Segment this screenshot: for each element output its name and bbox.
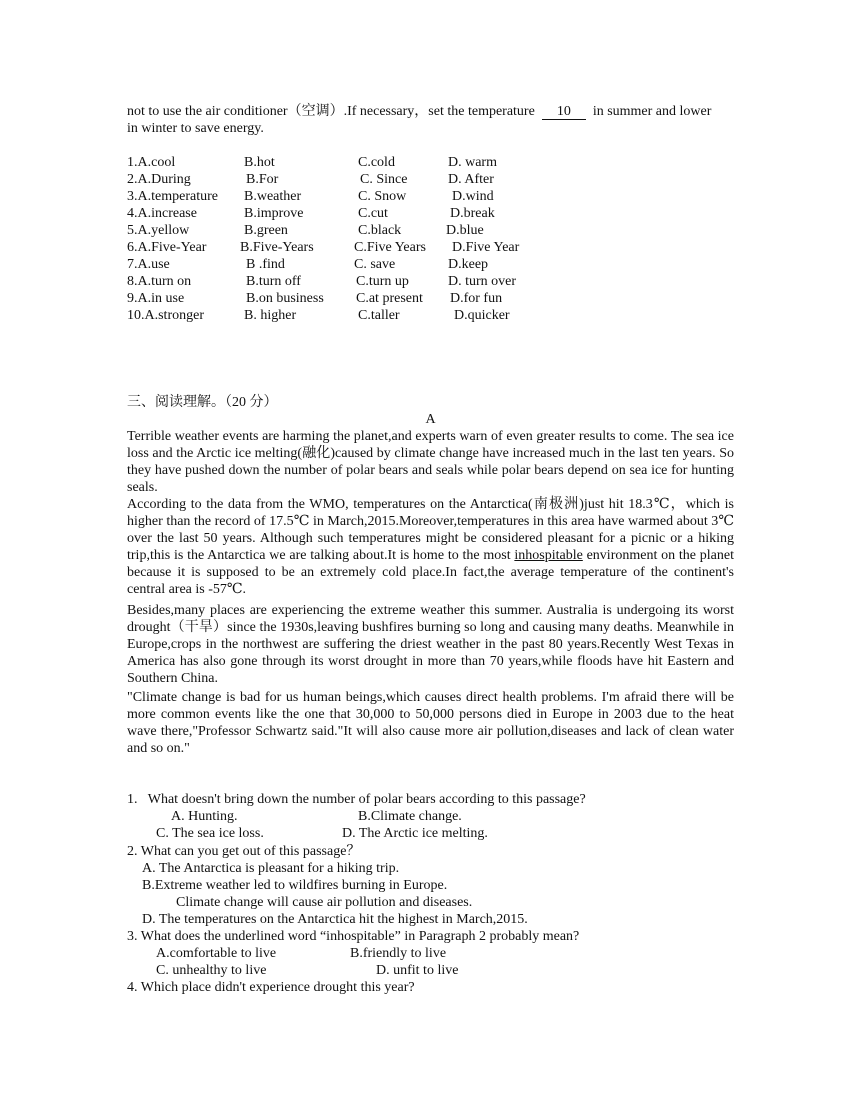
intro-line-1-post: in summer and lower	[592, 104, 712, 119]
cloze-option-7-b: B .find	[246, 257, 285, 272]
cloze-option-5-d: D.blue	[446, 223, 484, 238]
cloze-option-5-b: B.green	[244, 223, 288, 238]
question-3-option-d: D. unfit to live	[376, 963, 459, 978]
cloze-option-9-b: B.on business	[246, 291, 324, 306]
passage-paragraph-2	[127, 496, 734, 598]
question-3: 3. What does the underlined word “inhospitable” in Paragraph 2 probably mean?	[127, 929, 580, 944]
cloze-option-8-b: B.turn off	[246, 274, 301, 289]
temperature-blank: 10	[542, 105, 586, 120]
question-2-option-c: Climate change will cause air pollution and diseases.	[176, 895, 473, 910]
cloze-option-5-a: 5.A.yellow	[127, 223, 190, 238]
intro-line-1-pre: not to use the air conditioner（空调）.If necessary，set the temperature	[127, 104, 535, 119]
question-3-option-a: A.comfortable to live	[156, 946, 277, 961]
underlined-word: inhospitable	[514, 548, 583, 563]
cloze-option-4-c: C.cut	[358, 206, 388, 221]
question-2: 2. What can you get out of this passage？	[127, 844, 361, 859]
section-heading: 三、阅读理解。（20 分）	[127, 395, 278, 410]
intro-line-2: in winter to save energy.	[127, 121, 264, 136]
cloze-option-6-a: 6.A.Five-Year	[127, 240, 207, 255]
cloze-option-10-c: C.taller	[358, 308, 400, 323]
question-1-option-c: C. The sea ice loss.	[156, 826, 264, 841]
cloze-option-5-c: C.black	[358, 223, 402, 238]
question-2-option-b: B.Extreme weather led to wildfires burning in Europe.	[142, 878, 448, 893]
cloze-option-9-c: C.at present	[356, 291, 423, 306]
cloze-option-1-b: B.hot	[244, 155, 275, 170]
cloze-option-2-b: B.For	[246, 172, 279, 187]
cloze-option-9-d: D.for fun	[450, 291, 503, 306]
question-2-option-a: A. The Antarctica is pleasant for a hiking trip.	[142, 861, 400, 876]
intro-line-1	[127, 103, 711, 120]
cloze-option-4-a: 4.A.increase	[127, 206, 197, 221]
question-1-option-d: D. The Arctic ice melting.	[342, 826, 488, 841]
question-1-option-b: B.Climate change.	[358, 809, 462, 824]
question-3-option-b: B.friendly to live	[350, 946, 447, 961]
cloze-option-1-d: D. warm	[448, 155, 497, 170]
question-3-option-c: C. unhealthy to live	[156, 963, 267, 978]
cloze-option-10-b: B. higher	[244, 308, 297, 323]
passage-label: A	[425, 412, 436, 427]
passage-paragraph-1: Terrible weather events are harming the planet,and experts warn of even greater results to come. The sea ice loss and the Arctic ice melting(融化)caused by climate change have increased much in the last ten years. So they have pushed down the number of polar bears and seals while polar bears depend on sea ice for hunting seals.	[127, 429, 734, 495]
cloze-option-3-a: 3.A.temperature	[127, 189, 218, 204]
cloze-option-3-d: D.wind	[452, 189, 494, 204]
cloze-option-10-a: 10.A.stronger	[127, 308, 204, 323]
cloze-option-4-b: B.improve	[244, 206, 304, 221]
cloze-option-7-c: C. save	[354, 257, 396, 272]
cloze-option-2-c: C. Since	[360, 172, 408, 187]
question-1-option-a: A. Hunting.	[171, 809, 238, 824]
cloze-option-6-d: D.Five Year	[452, 240, 520, 255]
cloze-option-7-d: D.keep	[448, 257, 489, 272]
cloze-option-4-d: D.break	[450, 206, 495, 221]
cloze-option-6-c: C.Five Years	[354, 240, 426, 255]
cloze-option-3-c: C. Snow	[358, 189, 407, 204]
cloze-option-8-c: C.turn up	[356, 274, 409, 289]
cloze-option-8-d: D. turn over	[448, 274, 517, 289]
cloze-option-10-d: D.quicker	[454, 308, 510, 323]
cloze-option-1-c: C.cold	[358, 155, 395, 170]
cloze-option-2-a: 2.A.During	[127, 172, 191, 187]
passage-paragraph-4: "Climate change is bad for us human beings,which causes direct health problems. I'm afraid there will be more common events like the one that 30,000 to 50,000 persons died in Europe in 2003 due to the heat wave there,"Professor Schwartz said."It will also cause more air pollution,diseases and lack of clean water and so on."	[127, 690, 734, 756]
cloze-option-6-b: B.Five-Years	[240, 240, 314, 255]
cloze-option-9-a: 9.A.in use	[127, 291, 185, 306]
cloze-option-7-a: 7.A.use	[127, 257, 170, 272]
passage-paragraph-3: Besides,many places are experiencing the extreme weather this summer. Australia is undergoing its worst drought（干旱）since the 1930s,leaving bushfires burning so long and causing many deaths. Meanwhile in Europe,crops in the northwest are suffering the driest weather in the past 80 years.Recently West Texas in America has also gone through its worst drought in more than 70 years,while floods have hit Eastern and Southern China.	[127, 603, 734, 686]
passage-paragraph-2-pre: According to the data from the WMO, temperatures on the Antarctica(南极洲)just hit 18.3℃，which is higher than the record of 17.5℃ in March,2015.Moreover,temperatures in this area have warmed about 3℃ over the last 50 years. Although such temperatures might be considered pleasant for a picnic or a hiking trip,this is the Antarctica we are talking about.It is home to the most	[127, 497, 734, 563]
passage-paragraph-2-post: environment on the planet because it is supposed to be an extremely cold place.In fact,the average temperature of the continent's central area is -57℃.	[127, 548, 734, 597]
cloze-option-1-a: 1.A.cool	[127, 155, 176, 170]
cloze-option-3-b: B.weather	[244, 189, 302, 204]
question-1: 1. What doesn't bring down the number of polar bears according to this passage?	[127, 792, 586, 807]
cloze-option-2-d: D. After	[448, 172, 494, 187]
question-4: 4. Which place didn't experience drought this year?	[127, 980, 415, 995]
cloze-option-8-a: 8.A.turn on	[127, 274, 192, 289]
question-2-option-d: D. The temperatures on the Antarctica hit the highest in March,2015.	[142, 912, 528, 927]
